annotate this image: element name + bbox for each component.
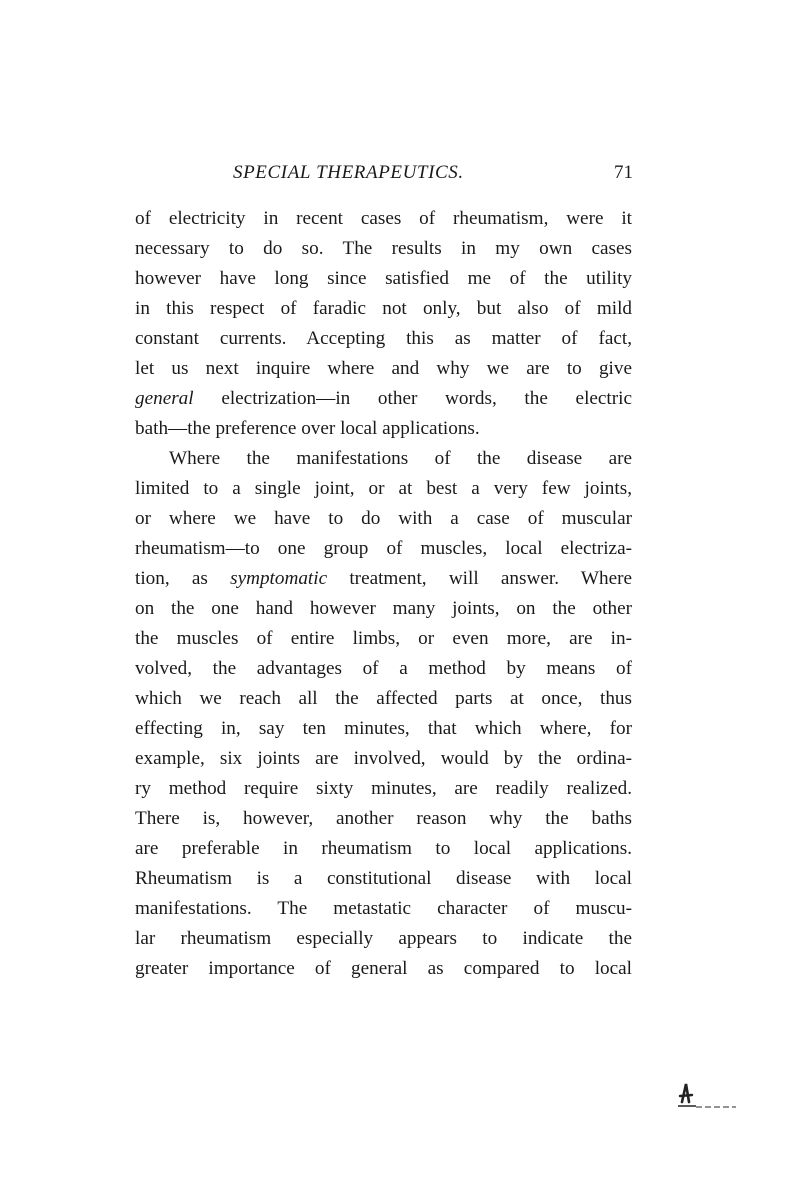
text-line: There is, however, another reason why the baths: [135, 808, 632, 829]
page-number: 71: [614, 162, 633, 183]
text-line: Where the manifestations of the disease are: [169, 448, 632, 469]
running-title: SPECIAL THERAPEUTICS.: [233, 162, 464, 183]
text-line: volved, the advantages of a method by means of: [135, 658, 632, 679]
text-line: greater importance of general as compared to local: [135, 958, 632, 979]
handwritten-mark-icon: [676, 1080, 740, 1114]
running-head: [135, 162, 635, 188]
text-line: are preferable in rheumatism to local applications.: [135, 838, 632, 859]
text-line: manifestations. The metastatic character of muscu-: [135, 898, 632, 919]
text-line: rheumatism—to one group of muscles, local electriza-: [135, 538, 632, 559]
text-line: or where we have to do with a case of muscular: [135, 508, 632, 529]
text-fragment: treatment, will answer. Where: [327, 568, 632, 589]
text-line: let us next inquire where and why we are to give: [135, 358, 632, 379]
text-line: bath—the preference over local applications.: [135, 418, 480, 439]
text-fragment: electrization—in other words, the electric: [193, 388, 632, 409]
text-line: example, six joints are involved, would by the ordina-: [135, 748, 632, 769]
text-line: limited to a single joint, or at best a very few joints,: [135, 478, 632, 499]
text-line: constant currents. Accepting this as matter of fact,: [135, 328, 632, 349]
text-line: Rheumatism is a constitutional disease with local: [135, 868, 632, 889]
text-line: which we reach all the affected parts at once, thus: [135, 688, 632, 709]
text-line: effecting in, say ten minutes, that which where, for: [135, 718, 632, 739]
text-line: necessary to do so. The results in my own cases: [135, 238, 632, 259]
text-line: [135, 384, 632, 414]
text-line: on the one hand however many joints, on the other: [135, 598, 632, 619]
text-line: however have long since satisfied me of the utility: [135, 268, 632, 289]
text-line: [135, 564, 632, 594]
body-text: [135, 204, 632, 984]
text-fragment: tion, as: [135, 568, 231, 589]
text-line: in this respect of faradic not only, but also of mild: [135, 298, 632, 319]
text-line: of electricity in recent cases of rheumatism, were it: [135, 208, 632, 229]
text-line: the muscles of entire limbs, or even more, are in-: [135, 628, 632, 649]
text-line: lar rheumatism especially appears to indicate the: [135, 928, 632, 949]
text-line: ry method require sixty minutes, are readily realized.: [135, 778, 632, 799]
italic-word: general: [135, 388, 194, 409]
italic-word: symptomatic: [230, 568, 328, 589]
